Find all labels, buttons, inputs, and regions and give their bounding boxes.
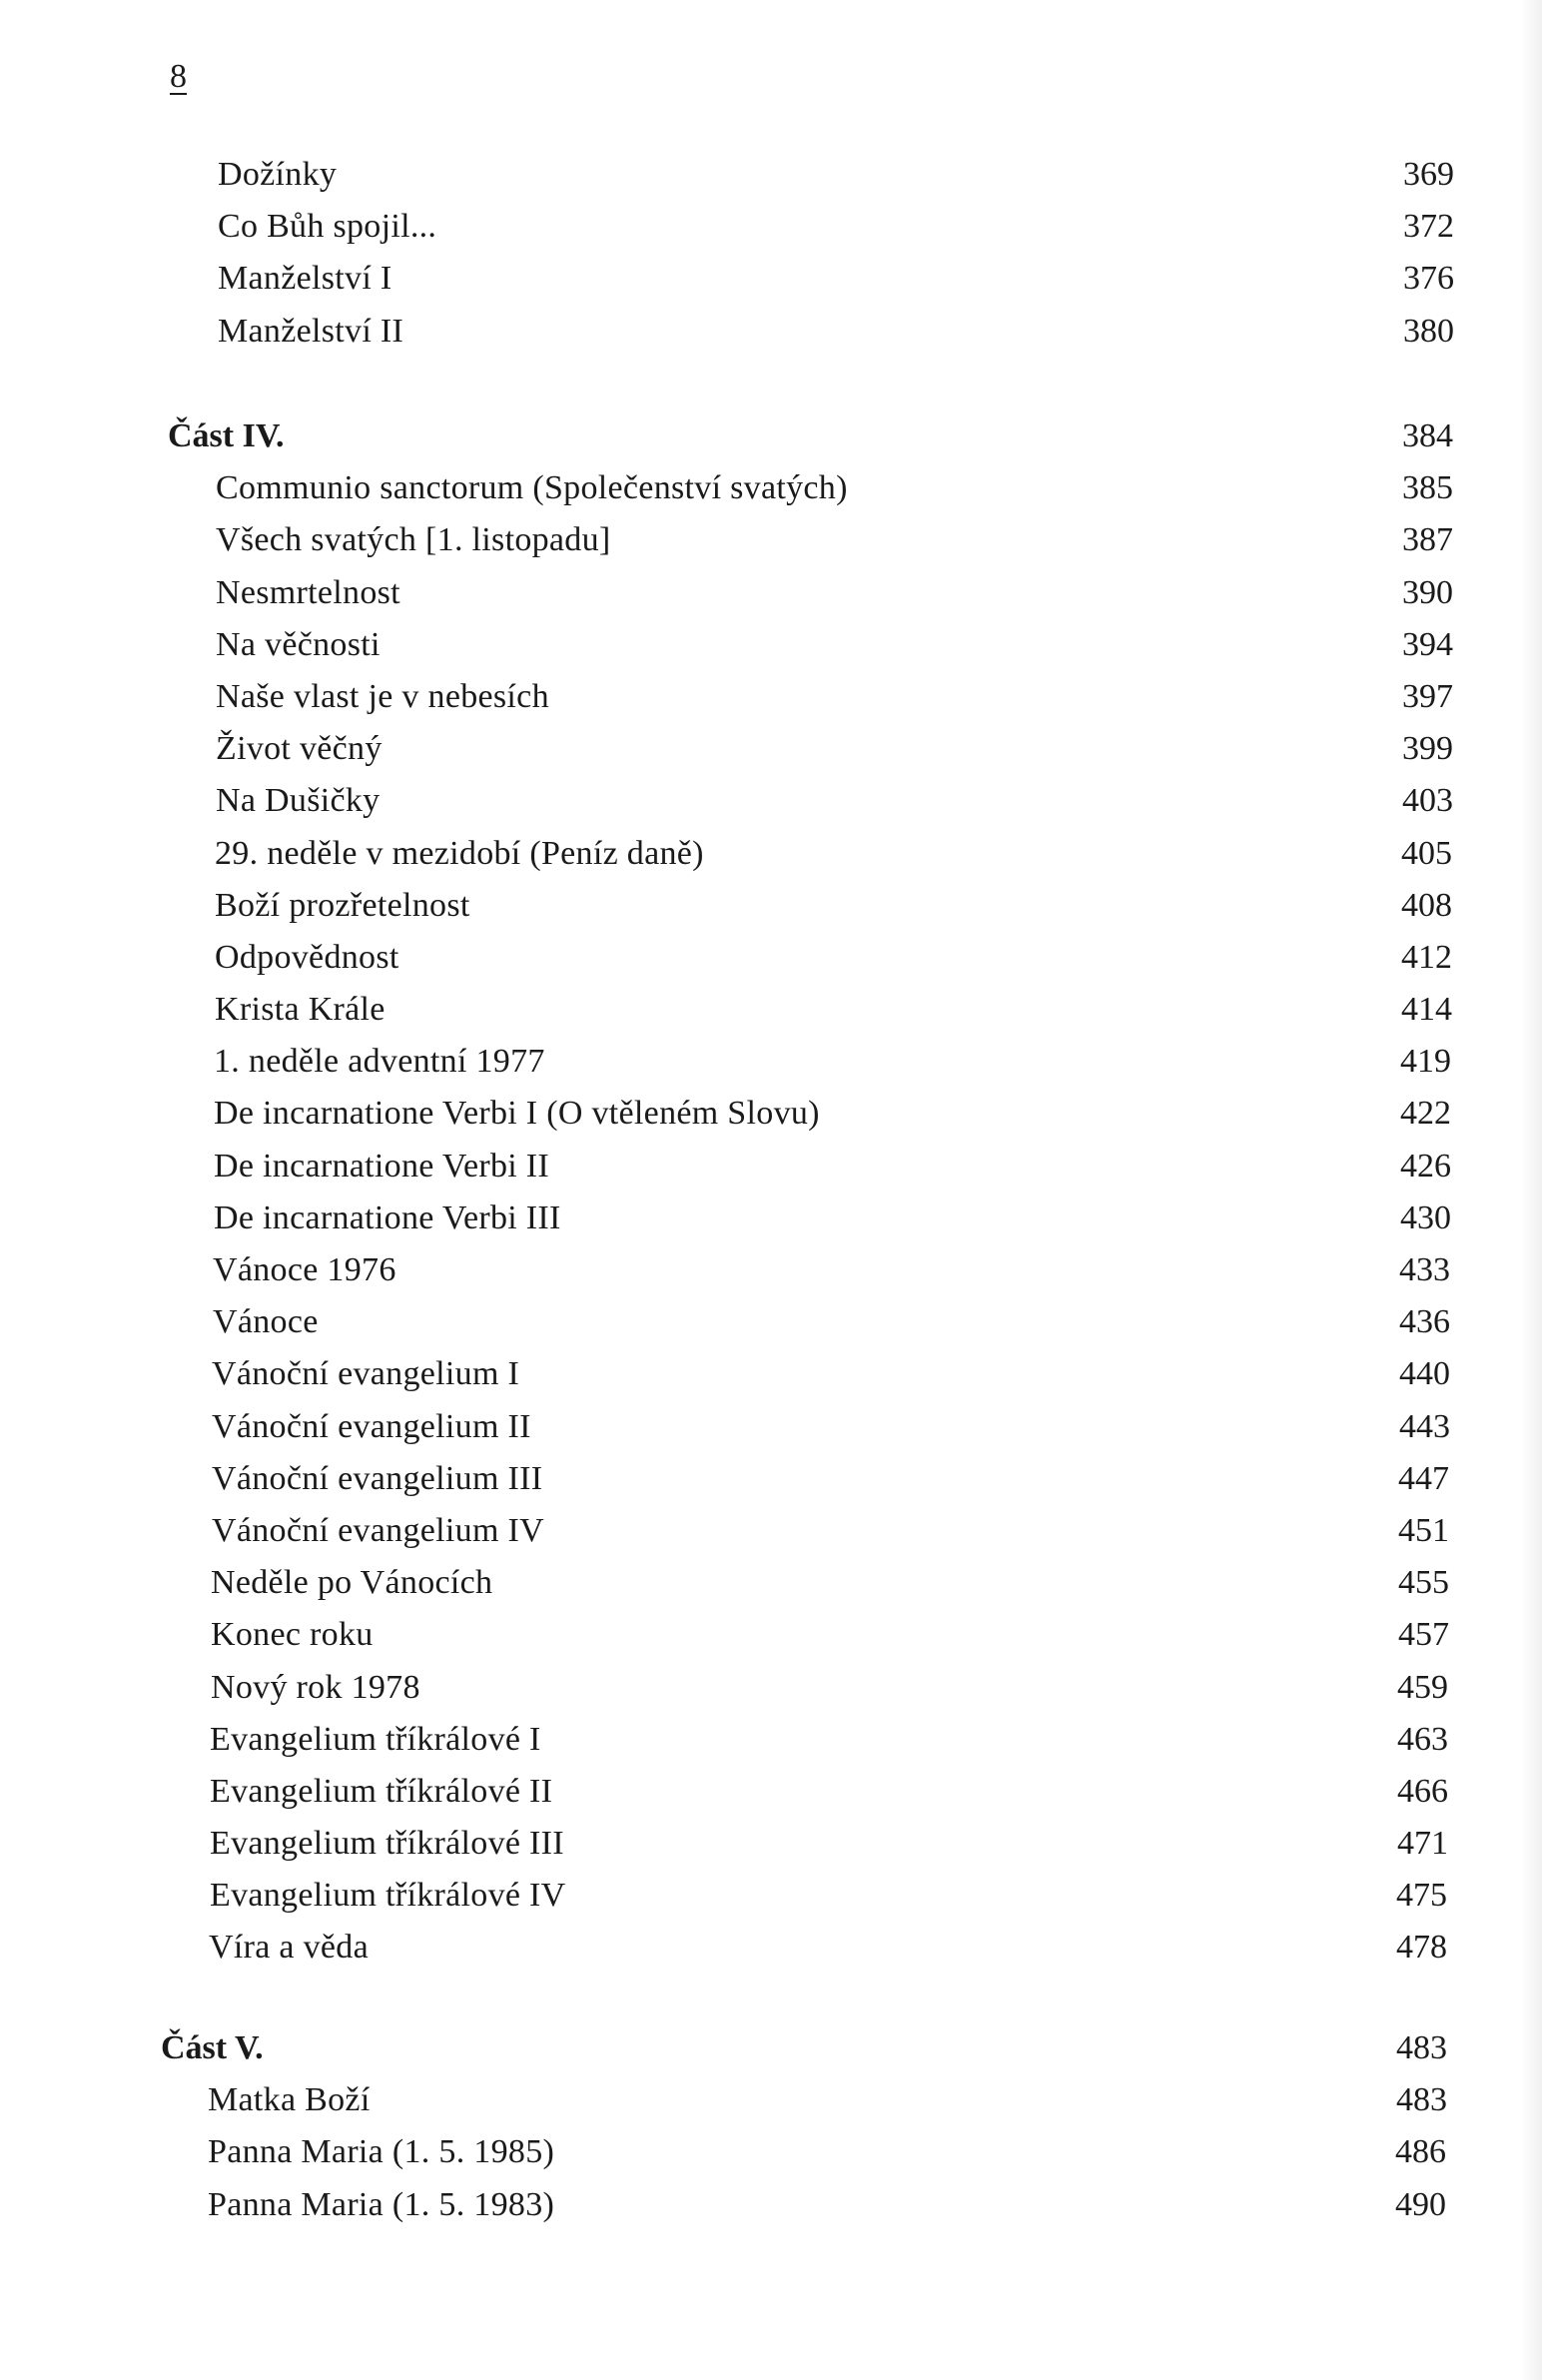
toc-entry — [0, 463, 1542, 515]
toc-entry-page: 387 — [1402, 521, 1453, 559]
toc-entry-title: Naše vlast je v nebesích — [216, 677, 549, 715]
toc-part-4 — [0, 411, 1542, 1976]
toc-entry-title: Evangelium tříkrálové II — [210, 1772, 553, 1810]
toc-entry — [0, 1142, 1542, 1193]
toc-entry — [0, 933, 1542, 985]
toc-entry-page: 403 — [1402, 782, 1453, 820]
toc-entry-title: Vánoce 1976 — [213, 1251, 396, 1288]
section-page: 384 — [1402, 417, 1453, 454]
toc-entry — [0, 150, 1542, 202]
toc-entry-page: 443 — [1399, 1407, 1450, 1445]
toc-entry-title: Panna Maria (1. 5. 1985) — [208, 2133, 555, 2171]
toc-entry-page: 372 — [1403, 208, 1454, 246]
toc-entry-page: 466 — [1397, 1772, 1448, 1810]
toc-entry-page: 369 — [1403, 156, 1454, 193]
toc-entry — [0, 2127, 1542, 2179]
toc-entry-title: Dožínky — [218, 156, 338, 193]
toc-entry — [0, 568, 1542, 620]
toc-entry-page: 451 — [1398, 1511, 1449, 1549]
toc-entry — [0, 985, 1542, 1037]
toc-entry-page: 419 — [1400, 1043, 1451, 1081]
toc-entry-page: 380 — [1403, 312, 1454, 350]
section-page: 483 — [1396, 2029, 1447, 2066]
toc-entry-title: Vánoční evangelium I — [212, 1355, 520, 1393]
toc-block-continued — [0, 150, 1542, 359]
toc-entry-page: 471 — [1397, 1825, 1448, 1863]
toc-entry-title: Evangelium tříkrálové I — [210, 1720, 541, 1758]
toc-entry-page: 475 — [1396, 1877, 1447, 1915]
toc-entry — [0, 1715, 1542, 1767]
toc-part-5 — [0, 2023, 1542, 2232]
toc-entry — [0, 202, 1542, 254]
toc-entry-title: 29. neděle v mezidobí (Peníz daně) — [215, 834, 704, 872]
toc-entry-page: 433 — [1399, 1251, 1450, 1288]
toc-entry-title: Vánoční evangelium III — [212, 1459, 543, 1497]
toc-entry-page: 440 — [1399, 1355, 1450, 1393]
toc-entry-title: Evangelium tříkrálové III — [210, 1825, 564, 1863]
toc-entry-page: 483 — [1396, 2081, 1447, 2119]
toc-entry — [0, 1193, 1542, 1245]
toc-entry-title: De incarnatione Verbi I (O vtěleném Slovu) — [214, 1095, 820, 1133]
toc-entry-title: Co Bůh spojil... — [218, 208, 437, 246]
section-heading: Část IV. — [168, 417, 285, 454]
toc-entry-title: Manželství II — [218, 312, 404, 350]
toc-entry-title: Manželství I — [218, 260, 392, 298]
toc-entry — [0, 1245, 1542, 1297]
toc-entry-page: 394 — [1402, 625, 1453, 663]
toc-entry-title: Krista Krále — [215, 991, 386, 1029]
toc-entry-page: 408 — [1401, 886, 1452, 924]
toc-entry — [0, 1506, 1542, 1558]
toc-entry — [0, 254, 1542, 306]
toc-entry-page: 455 — [1398, 1564, 1449, 1602]
toc-entry — [0, 776, 1542, 828]
toc-entry-title: Vánoční evangelium IV — [212, 1511, 544, 1549]
toc-entry-title: De incarnatione Verbi III — [214, 1198, 561, 1236]
toc-entry-title: Život věčný — [216, 730, 383, 768]
toc-entry — [0, 1349, 1542, 1401]
toc-entry — [0, 2075, 1542, 2127]
toc-entry-title: Konec roku — [211, 1616, 374, 1654]
toc-entry-title: 1. neděle adventní 1977 — [214, 1043, 545, 1081]
toc-entry-page: 457 — [1398, 1616, 1449, 1654]
toc-entry-page: 385 — [1402, 469, 1453, 507]
toc-entry-title: Všech svatých [1. listopadu] — [216, 521, 611, 559]
toc-entry-title: De incarnatione Verbi II — [214, 1147, 550, 1185]
toc-entry-page: 447 — [1398, 1459, 1449, 1497]
toc-entry — [0, 1610, 1542, 1662]
toc-entry-page: 486 — [1395, 2133, 1446, 2171]
toc-entry — [0, 1871, 1542, 1923]
toc-entry-title: Nesmrtelnost — [216, 573, 400, 611]
toc-entry — [0, 1663, 1542, 1715]
toc-entry-page: 399 — [1402, 730, 1453, 768]
toc-entry-page: 490 — [1395, 2185, 1446, 2223]
toc-entry — [0, 724, 1542, 776]
toc-entry-page: 478 — [1396, 1929, 1447, 1967]
toc-entry — [0, 672, 1542, 724]
toc-entry-title: Matka Boží — [208, 2081, 371, 2119]
toc-entry — [0, 307, 1542, 359]
toc-entry-title: Odpovědnost — [215, 938, 399, 976]
toc-entry-page: 463 — [1397, 1720, 1448, 1758]
toc-entry-title: Neděle po Vánocích — [211, 1564, 493, 1602]
toc-entry-page: 430 — [1400, 1198, 1451, 1236]
toc-entry — [0, 515, 1542, 567]
toc-entry — [0, 1819, 1542, 1871]
toc-entry-title: Víra a věda — [209, 1929, 369, 1967]
toc-entry-page: 390 — [1402, 573, 1453, 611]
toc-entry-title: Nový rok 1978 — [211, 1668, 420, 1706]
toc-entry-title: Panna Maria (1. 5. 1983) — [208, 2185, 555, 2223]
toc-entry-page: 422 — [1400, 1095, 1451, 1133]
section-heading-row — [0, 2023, 1542, 2075]
toc-entry-page: 405 — [1401, 834, 1452, 872]
toc-entry — [0, 829, 1542, 881]
section-heading-row — [0, 411, 1542, 463]
toc-entry — [0, 1558, 1542, 1610]
toc-entry — [0, 1037, 1542, 1089]
toc-entry-page: 436 — [1399, 1303, 1450, 1341]
toc-entry-page: 414 — [1401, 991, 1452, 1029]
toc-entry — [0, 620, 1542, 672]
toc-entry-title: Vánoční evangelium II — [212, 1407, 531, 1445]
section-heading: Část V. — [161, 2029, 264, 2066]
toc-entry — [0, 1923, 1542, 1975]
toc-entry-title: Boží prozřetelnost — [215, 886, 470, 924]
toc-entry-title: Vánoce — [213, 1303, 319, 1341]
toc-entry — [0, 881, 1542, 933]
toc-entry-page: 459 — [1397, 1668, 1448, 1706]
toc-entry-page: 376 — [1403, 260, 1454, 298]
toc-entry — [0, 1297, 1542, 1349]
toc-entry-page: 397 — [1402, 677, 1453, 715]
toc-entry-page: 412 — [1401, 938, 1452, 976]
toc-entry — [0, 2180, 1542, 2232]
toc-entry-title: Communio sanctorum (Společenství svatých) — [216, 469, 848, 507]
toc-entry — [0, 1402, 1542, 1454]
toc-entry-title: Evangelium tříkrálové IV — [210, 1877, 566, 1915]
toc-entry-title: Na věčnosti — [216, 625, 381, 663]
toc-entry-title: Na Dušičky — [216, 782, 381, 820]
toc-entry-page: 426 — [1400, 1147, 1451, 1185]
page-number: 8 — [170, 58, 187, 95]
toc-entry — [0, 1454, 1542, 1506]
toc-entry — [0, 1089, 1542, 1141]
toc-entry — [0, 1767, 1542, 1819]
